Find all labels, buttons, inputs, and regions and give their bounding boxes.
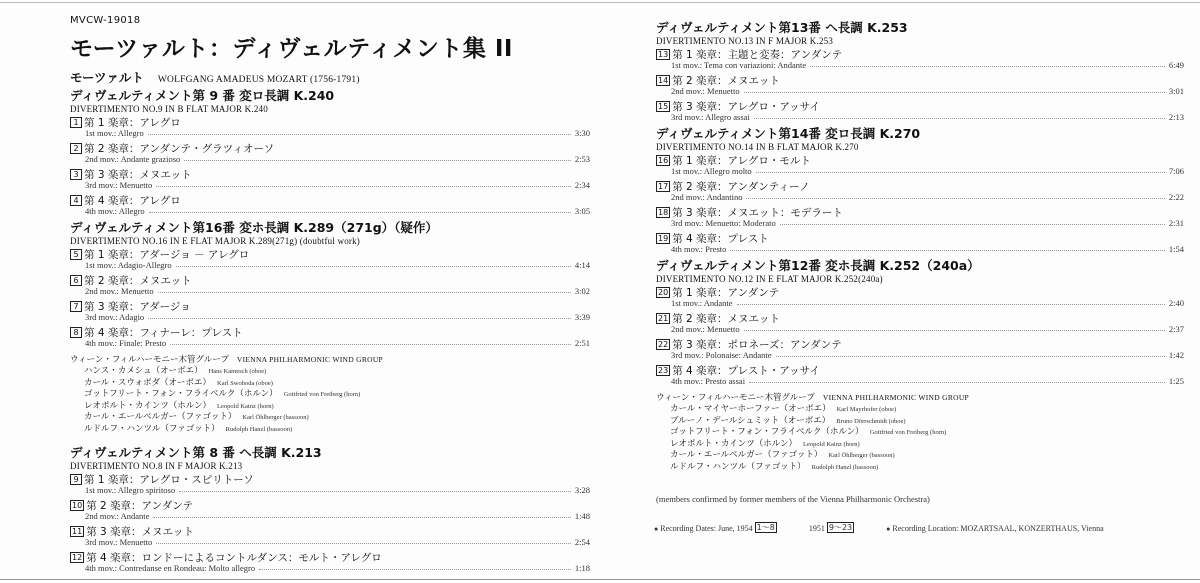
track-duration: 1:54 — [1168, 244, 1184, 254]
track-duration: 2:22 — [1168, 192, 1184, 202]
movement-title-text: 第 2 楽章：アンダンテ — [86, 500, 194, 512]
composer-jp: モーツァルト — [70, 70, 144, 85]
track-number: 17 — [658, 182, 669, 191]
movement-row — [70, 324, 590, 350]
dotted-leader — [737, 304, 1165, 305]
track-number: 12 — [72, 553, 83, 562]
movement-title-text: 第 1 楽章：アレグロ・スピリトーソ — [84, 474, 254, 486]
performer-en: Rudolph Hanzl (bassoon) — [811, 463, 879, 471]
work-title: ディヴェルティメント第12番 変ホ長調 K.252（240a） — [656, 258, 980, 273]
catalog-number: MVCW-19018 — [70, 15, 141, 26]
movement-subtitle: 4th mov.: Presto — [671, 244, 727, 254]
performers-jp: ウィーン・フィルハーモニー木管グループ — [70, 355, 229, 365]
track-duration: 2:37 — [1168, 324, 1184, 334]
performer-en: Karl Swoboda (oboe) — [217, 379, 273, 387]
movement-row — [70, 549, 590, 575]
performer-row — [70, 412, 590, 424]
performer-row — [656, 450, 1184, 462]
performers-heading — [70, 354, 590, 366]
track-duration: 2:31 — [1168, 218, 1184, 228]
dotted-leader — [744, 330, 1165, 331]
movement-row — [656, 336, 1184, 362]
work-subtitle: DIVERTIMENTO NO.14 IN B FLAT MAJOR K.270 — [656, 142, 859, 152]
movement-subtitle: 4th mov.: Finale: Presto — [85, 338, 167, 348]
track-number: 9 — [70, 474, 82, 485]
dotted-leader — [780, 224, 1165, 225]
movement-subtitle: 2nd mov.: Menuetto — [671, 324, 740, 334]
top-rule — [608, 2, 1200, 3]
performer-row — [656, 416, 1184, 428]
movement-subtitle: 1st mov.: Allegro molto — [671, 166, 752, 176]
work-block — [656, 126, 1184, 256]
movement-title-text: 第 1 楽章：アダージョ － アレグロ — [84, 249, 250, 261]
dotted-leader — [153, 517, 571, 518]
top-rule — [0, 2, 608, 3]
movement-title-text: 第 4 楽章：アレグロ — [84, 195, 181, 207]
track-number: 11 — [72, 527, 83, 536]
movement-title-text: 第 1 楽章：主題と変奏：アンダンテ — [672, 49, 843, 61]
bottom-rule — [608, 579, 1200, 580]
work-block — [70, 220, 590, 435]
track-range: 1～8 — [756, 523, 775, 532]
track-duration: 3:05 — [574, 206, 590, 216]
work-block — [656, 20, 1184, 124]
work-subtitle: DIVERTIMENTO NO.16 IN E FLAT MAJOR K.289(271g) (doubtful work) — [70, 236, 361, 246]
track-duration: 3:39 — [574, 312, 590, 322]
track-number: 1 — [70, 117, 82, 128]
movement-subtitle: 2nd mov.: Menuetto — [85, 286, 154, 296]
movement-subtitle: 2nd mov.: Menuetto — [671, 86, 740, 96]
track-number: 5 — [70, 249, 82, 260]
movement-row — [656, 362, 1184, 388]
track-number: 20 — [658, 288, 669, 297]
track-duration: 2:54 — [574, 537, 590, 547]
dotted-leader — [170, 344, 571, 345]
track-duration: 4:14 — [574, 260, 590, 270]
movement-subtitle: 1st mov.: Andante — [671, 298, 733, 308]
dotted-leader — [259, 569, 571, 570]
performer-jp: レオポルト・カインツ（ホルン） — [84, 400, 212, 411]
performers-block — [656, 392, 1184, 473]
movement-row — [70, 298, 590, 324]
movement-row — [70, 166, 590, 192]
movement-subtitle: 3rd mov.: Polonaise: Andante — [671, 350, 772, 360]
performers-en: VIENNA PHILHARMONIC WIND GROUP — [236, 355, 384, 364]
performer-jp: レオポルト・カインツ（ホルン） — [670, 438, 798, 449]
performer-en: Karl Öhlberger (bassoon) — [242, 414, 309, 421]
movement-subtitle: 1st mov.: Allegro spiritoso — [85, 485, 176, 495]
right-page — [608, 0, 1200, 583]
track-number: 14 — [658, 76, 669, 85]
movement-subtitle: 4th mov.: Presto assai — [671, 376, 746, 386]
track-duration: 3:01 — [1168, 86, 1184, 96]
performer-jp: カール・スウォボダ（オーボエ） — [84, 377, 211, 388]
dotted-leader — [179, 491, 571, 492]
performer-jp: カール・エールベルガー（ファゴット） — [670, 450, 823, 460]
track-number: 13 — [658, 50, 669, 59]
dotted-leader — [176, 266, 571, 267]
track-number: 16 — [658, 156, 669, 165]
performers-block — [70, 354, 590, 435]
movement-subtitle: 2nd mov.: Andantino — [671, 192, 743, 202]
work-subtitle: DIVERTIMENTO NO.13 IN F MAJOR K.253 — [656, 36, 834, 46]
bullet-icon: ● — [654, 525, 659, 533]
movement-subtitle: 3rd mov.: Menuetto — [85, 537, 153, 547]
track-duration: 2:53 — [574, 154, 590, 164]
track-number: 4 — [70, 195, 82, 206]
movement-row — [656, 310, 1184, 336]
movement-title-text: 第 4 楽章：フィナーレ：プレスト — [84, 327, 243, 339]
track-number: 18 — [658, 208, 669, 217]
dotted-leader — [149, 212, 571, 213]
recording-info — [654, 522, 1104, 533]
movement-title-text: 第 3 楽章：メヌエット — [84, 169, 192, 181]
movement-title-text: 第 4 楽章：プレスト・アッサイ — [672, 365, 820, 377]
work-title: ディヴェルティメント第 9 番 変ロ長調 K.240 — [70, 88, 335, 103]
dotted-leader — [156, 543, 571, 544]
dotted-leader — [730, 250, 1165, 251]
performer-en: Bruno Dörrschmidt (oboe) — [836, 417, 906, 425]
movement-subtitle: 3rd mov.: Allegro assai — [671, 112, 750, 122]
work-subtitle: DIVERTIMENTO NO.8 IN F MAJOR K.213 — [70, 461, 243, 471]
movement-title-text: 第 1 楽章：アレグロ・モルト — [672, 155, 811, 167]
performers-jp: ウィーン・フィルハーモニー木管グループ — [656, 393, 815, 403]
movement-title-text: 第 2 楽章：アンダンテ・グラツィオーソ — [84, 143, 275, 155]
recording-location: Recording Location: MOZARTSAAL, KONZERTHAUS, Vienna — [892, 524, 1104, 533]
performer-row — [656, 439, 1184, 451]
movement-title-text: 第 3 楽章：メヌエット：モデラート — [672, 207, 843, 219]
work-title: ディヴェルティメント第13番 ヘ長調 K.253 — [656, 20, 908, 35]
dotted-leader — [776, 356, 1165, 357]
performer-row — [656, 462, 1184, 474]
dotted-leader — [746, 198, 1165, 199]
recording-dates: Recording Dates: June, 1954 — [660, 524, 753, 533]
performer-en: Karl Mayrhofer (oboe) — [836, 406, 897, 413]
track-number: 19 — [658, 234, 669, 243]
performer-jp: ブルーノ・デールシュミット（オーボエ） — [670, 415, 831, 426]
performer-row — [70, 424, 590, 436]
work-subtitle: DIVERTIMENTO NO.9 IN B FLAT MAJOR K.240 — [70, 104, 268, 114]
track-number: 7 — [70, 301, 82, 312]
movement-subtitle: 3rd mov.: Adagio — [85, 312, 145, 322]
track-number: 10 — [72, 501, 83, 510]
performer-jp: ハンス・カメシュ（オーボエ） — [84, 366, 203, 376]
movement-title-text: 第 3 楽章：メヌエット — [86, 526, 194, 538]
performer-en: Hans Kamesch (oboe) — [208, 368, 267, 375]
composer-line — [70, 68, 360, 87]
performer-row — [656, 427, 1184, 439]
performer-en: Gottfried von Freiberg (horn) — [283, 391, 361, 398]
movement-subtitle: 4th mov.: Contredanse en Rondeau: Molto allegro — [85, 563, 256, 573]
dotted-leader — [156, 186, 571, 187]
movement-subtitle: 1st mov.: Tema con variazioni: Andante — [671, 60, 807, 70]
performer-row — [70, 389, 590, 401]
movement-row — [70, 140, 590, 166]
track-number: 6 — [70, 275, 82, 286]
track-duration: 7:06 — [1168, 166, 1184, 176]
track-duration: 3:28 — [574, 485, 590, 495]
track-duration: 2:40 — [1168, 298, 1184, 308]
movement-title-text: 第 1 楽章：アレグロ — [84, 117, 181, 129]
work-title: ディヴェルティメント第16番 変ホ長調 K.289（271g）（疑作） — [70, 220, 438, 235]
bottom-rule — [0, 579, 608, 580]
movement-title-text: 第 2 楽章：メヌエット — [672, 75, 780, 87]
work-block — [70, 445, 590, 575]
movement-row — [656, 98, 1184, 124]
movement-row — [656, 46, 1184, 72]
track-range: 9～23 — [828, 523, 853, 532]
track-duration: 2:51 — [574, 338, 590, 348]
work-title: ディヴェルティメント第14番 変ロ長調 K.270 — [656, 126, 921, 141]
performer-en: Gottfried von Freiberg (horn) — [869, 429, 947, 436]
movement-row — [656, 178, 1184, 204]
dotted-leader — [158, 292, 571, 293]
dotted-leader — [148, 134, 571, 135]
work-title: ディヴェルティメント第 8 番 ヘ長調 K.213 — [70, 445, 322, 460]
performer-row — [70, 378, 590, 390]
performer-jp: カール・マイヤーホーファー（オーボエ） — [670, 404, 831, 414]
movement-subtitle: 3rd mov.: Menuetto — [85, 180, 153, 190]
movement-row — [656, 204, 1184, 230]
performer-en: Rudolph Hanzl (bassoon) — [225, 425, 293, 433]
movement-row — [70, 192, 590, 218]
performer-jp: ルドルフ・ハンツル（ファゴット） — [670, 461, 806, 472]
track-number: 15 — [658, 102, 669, 111]
track-duration: 6:49 — [1168, 60, 1184, 70]
movement-row — [656, 152, 1184, 178]
movement-row — [70, 497, 590, 523]
movement-title-text: 第 3 楽章：ポロネーズ：アンダンテ — [672, 339, 842, 351]
movement-row — [70, 471, 590, 497]
movement-title-text: 第 1 楽章：アンダンテ — [672, 287, 780, 299]
movement-title-text: 第 2 楽章：アンダンティーノ — [672, 181, 810, 193]
dotted-leader — [756, 172, 1165, 173]
performer-row — [70, 401, 590, 413]
dotted-leader — [749, 382, 1165, 383]
movement-title-text: 第 4 楽章：ロンドーによるコントルダンス：モルト・アレグロ — [86, 552, 382, 564]
movement-title-text: 第 3 楽章：アレグロ・アッサイ — [672, 101, 820, 113]
movement-row — [656, 230, 1184, 256]
left-track-list — [70, 88, 590, 577]
dotted-leader — [148, 318, 571, 319]
performer-row — [656, 404, 1184, 416]
track-duration: 3:30 — [574, 128, 590, 138]
movement-subtitle: 2nd mov.: Andante — [85, 511, 150, 521]
recording-year: 1951 — [808, 524, 825, 533]
composer-en: WOLFGANG AMADEUS MOZART (1756-1791) — [157, 75, 360, 85]
dotted-leader — [184, 160, 571, 161]
track-number: 3 — [70, 169, 82, 180]
track-duration: 3:02 — [574, 286, 590, 296]
movement-subtitle: 3rd mov.: Menuetto: Moderato — [671, 218, 776, 228]
work-block — [656, 258, 1184, 473]
track-number: 21 — [658, 314, 669, 323]
movement-title-text: 第 2 楽章：メヌエット — [84, 275, 192, 287]
track-duration: 1:25 — [1168, 376, 1184, 386]
right-track-list — [656, 20, 1184, 483]
movement-row — [656, 72, 1184, 98]
movement-subtitle: 2nd mov.: Andante grazioso — [85, 154, 181, 164]
performer-en: Leopold Kainz (horn) — [803, 440, 860, 448]
work-block — [70, 88, 590, 218]
movement-title-text: 第 3 楽章：アダージョ — [84, 301, 191, 313]
work-subtitle: DIVERTIMENTO NO.12 IN E FLAT MAJOR K.252(240a) — [656, 274, 883, 284]
movement-subtitle: 1st mov.: Allegro — [85, 128, 144, 138]
performer-jp: カール・エールベルガー（ファゴット） — [84, 412, 237, 422]
dotted-leader — [744, 92, 1165, 93]
movement-subtitle: 4th mov.: Allegro — [85, 206, 145, 216]
dotted-leader — [754, 118, 1165, 119]
movement-row — [70, 246, 590, 272]
dotted-leader — [810, 66, 1165, 67]
performers-en: VIENNA PHILHARMONIC WIND GROUP — [822, 393, 970, 402]
track-number: 8 — [70, 327, 82, 338]
track-duration: 1:48 — [574, 511, 590, 521]
performers-heading — [656, 392, 1184, 404]
performer-en: Leopold Kainz (horn) — [217, 402, 274, 410]
performer-jp: ゴットフリート・フォン・フライベルク（ホルン） — [84, 389, 278, 399]
performer-jp: ルドルフ・ハンツル（ファゴット） — [84, 423, 220, 434]
movement-row — [656, 284, 1184, 310]
performer-row — [70, 366, 590, 378]
performer-en: Karl Öhlberger (bassoon) — [828, 452, 895, 459]
track-number: 2 — [70, 143, 82, 154]
movement-row — [70, 523, 590, 549]
performer-jp: ゴットフリート・フォン・フライベルク（ホルン） — [670, 427, 864, 437]
movement-subtitle: 1st mov.: Adagio-Allegro — [85, 260, 172, 270]
track-number: 22 — [658, 340, 669, 349]
track-duration: 1:42 — [1168, 350, 1184, 360]
track-duration: 2:34 — [574, 180, 590, 190]
track-duration: 2:13 — [1168, 112, 1184, 122]
page-title: モーツァルト：ディヴェルティメント集 II — [70, 36, 513, 62]
track-duration: 1:18 — [574, 563, 590, 573]
movement-title-text: 第 4 楽章：プレスト — [672, 233, 769, 245]
movement-row — [70, 114, 590, 140]
track-number: 23 — [658, 366, 669, 375]
footnote: (members confirmed by former members of the Vienna Philharmonic Orchestra) — [656, 494, 930, 504]
movement-row — [70, 272, 590, 298]
bullet-icon: ● — [886, 525, 891, 533]
movement-title-text: 第 2 楽章：メヌエット — [672, 313, 780, 325]
